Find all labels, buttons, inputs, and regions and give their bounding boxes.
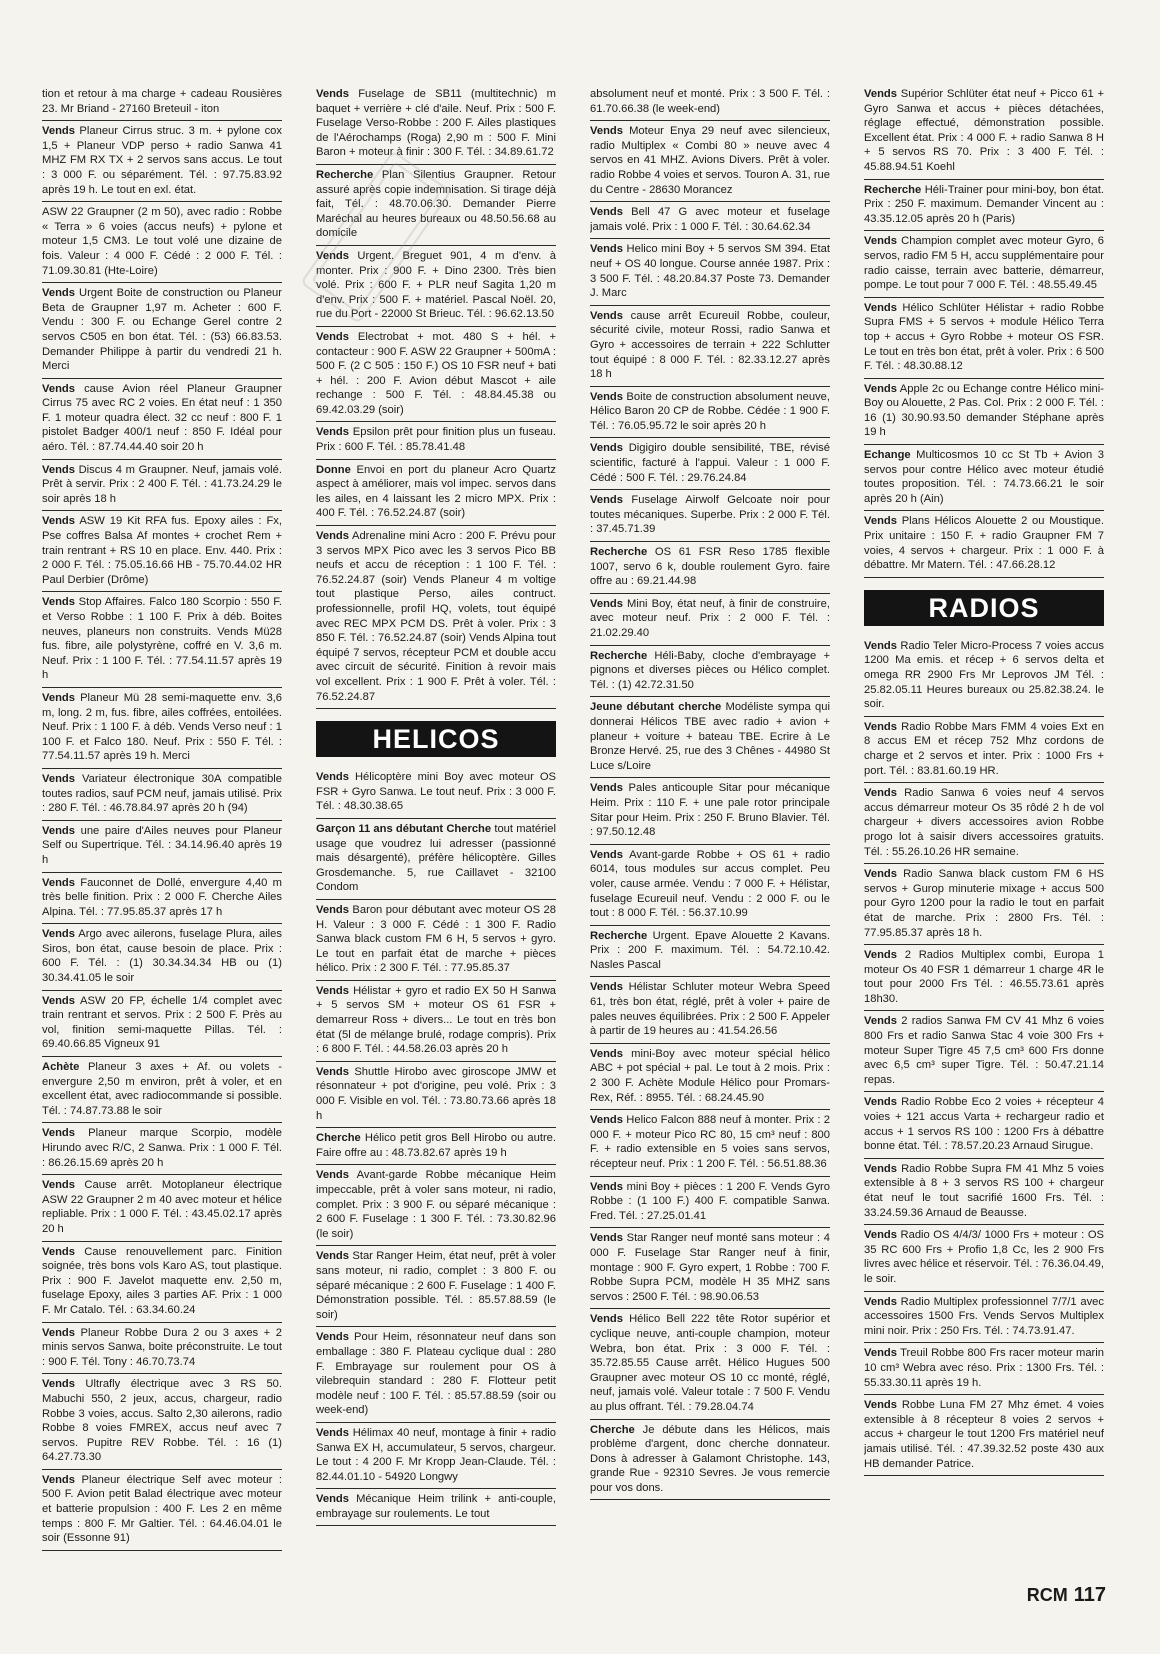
classified-ad: Vends Ultrafly électrique avec 3 RS 50. Mabuchi 550, 2 jeux, accus, chargeur, radio Robbe 3 voies, accus. Salto 2,30 ailerons, radio Robbe 8 voies FMREX, accus neuf avec 7 servos. Pupitre REV Robbe. Tél. : 16 (1) 64.27.73.30 [42, 1374, 282, 1470]
classified-ad: Vends Hélimax 40 neuf, montage à finir + radio Sanwa EX H, accumulateur, 5 servos, chargeur. Le tout : 4 200 F. Mr Kropp Jean-Claude. Tél. : 82.44.01.10 - 54920 Longwy [316, 1423, 556, 1489]
classified-ad: Vends Supérior Schlüter état neuf + Picco 61 + Gyro Sanwa et accus + pièces détachées, réglage effectué, démonstration possible. Excellent état. Prix : 4 000 F. + radio Sanwa 8 H + 5 servos RS 70. Prix : 3 400 F. Tél. : 45.88.94.51 Koehl [864, 84, 1104, 180]
classified-ad: Vends Pales anticouple Sitar pour mécanique Heim. Prix : 110 F. + une pale rotor principale Sitar pour Heim. Prix : 250 F. Bruno Blavier. Tél. : 97.50.12.48 [590, 778, 830, 844]
classified-ad: Vends Treuil Robbe 800 Frs racer moteur marin 10 cm³ Webra avec réso. Prix : 1300 Frs. Tél. : 55.33.30.11 après 19 h. [864, 1343, 1104, 1395]
classified-ad: Vends Adrenaline mini Acro : 200 F. Prévu pour 3 servos MPX Pico avec les 3 servos Pico BB neufs et accu de réception : 1 100 F. Tél. : 76.52.24.87 (soir) Vends Planeur 4 m voltige tout plastique Perso, ailes contruct. professionnelle, profil HQ, volets, tout équipé avec REC MPX PCM DS. Prêt à voler. Prix : 3 850 F. Tél. : 76.52.24.87 (soir) Vends Alpina tout équipé 7 servos, récepteur PCM et double accu avec circuit de sécurité. Finition à revoir mais vol excellent. Prix : 1 900 F. Prêt à voler. Tél. : 76.52.24.87 [316, 526, 556, 709]
classified-ad: Vends Apple 2c ou Echange contre Hélico mini-Boy ou Alouette, 2 Pas. Col. Prix : 2 000 F. Tél. : 16 (1) 30.90.93.50 demander Stéphane après 19 h [864, 379, 1104, 445]
classified-ad: Vends Stop Affaires. Falco 180 Scorpio : 550 F. et Verso Robbe : 1 100 F. Prix à déb. Boites neuves, planeurs non construits. Vends Mü28 fus. fibre, aile polystyrène, coffré en V. 3,6 m. Neuf. Prix : 1 100 F. Tél. : 77.54.11.57 après 19 h [42, 592, 282, 688]
section-header-radios: RADIOS [864, 590, 1104, 626]
classified-ad: Cherche Hélico petit gros Bell Hirobo ou autre. Faire offre au : 48.73.82.67 après 19 h [316, 1128, 556, 1165]
classified-ad: absolument neuf et monté. Prix : 3 500 F. Tél. : 61.70.66.38 (le week-end) [590, 84, 830, 121]
classified-ad: Vends Star Ranger Heim, état neuf, prêt à voler sans moteur, ni radio, complet : 3 800 F. ou séparé mécanique : 2 600 F. Fuselage : 1 400 F. Démonstration possible. Tél. : 85.57.88.59 (le soir) [316, 1246, 556, 1327]
classified-ad: Vends Radio Robbe Supra FM 41 Mhz 5 voies extensible à 8 + 3 servos RS 100 + chargeur état neuf le tout sacrifié 1600 Frs. Tél. : 33.24.59.36 Arnaud de Beausse. [864, 1159, 1104, 1225]
magazine-name: RCM [1026, 1585, 1068, 1605]
classified-ad: Garçon 11 ans débutant Cherche tout matériel usage que voudrez lui adresser (passionné mais désargenté), préfère hélicoptère. Gilles Grosdemanche. 5, rue Caillavet - 32100 Condom [316, 819, 556, 900]
classified-ad: Vends Planeur Cirrus struc. 3 m. + pylone cox 1,5 + Planeur VDP perso + radio Sanwa 41 MHZ FM RX TX + 2 servos sans accus. Le tout : 3 000 F. ou séparément. Tél. : 97.75.83.92 après 19 h. Le tout en exl. état. [42, 121, 282, 202]
column-3 [590, 84, 830, 1584]
classified-ad: tion et retour à ma charge + cadeau Rousières 23. Mr Briand - 27160 Breteuil - iton [42, 84, 282, 121]
classified-ad: Vends Radio Multiplex professionnel 7/7/1 avec accessoires 1500 Frs. Vends Servos Multiplex mini noir. Prix : 250 Frs. Tél. : 74.73.91.47. [864, 1292, 1104, 1344]
classified-ad: Vends Epsilon prêt pour finition plus un fuseau. Prix : 600 F. Tél. : 85.78.41.48 [316, 422, 556, 459]
classified-ad: Vends Avant-garde Robbe mécanique Heim impeccable, prêt à voler sans moteur, ni radio, complet. Prix : 3 900 F. ou séparé mécanique : 2 600 F. Fuselage : 1 300 F. Tél. : 73.30.82.96 (le soir) [316, 1165, 556, 1246]
classified-ad: Vends Mini Boy, état neuf, à finir de construire, avec moteur neuf. Prix : 2 000 F. Tél. : 21.02.29.40 [590, 594, 830, 646]
classified-ad: Vends ASW 19 Kit RFA fus. Epoxy ailes : Fx, Pse coffres Balsa Af montes + crochet Rem + train rentrant + RS 10 en place. Env. 440. Prix : 2 000 F. Tél. : 75.05.16.66 HB - 75.70.44.02 HR Paul Derbier (Drôme) [42, 511, 282, 592]
classified-ad: Vends Hélico Bell 222 tête Rotor supérior et cyclique neuve, anti-couple champion, moteur Webra, bon état. Prix : 3 000 F. Tél. : 35.72.85.55 Cause arrêt. Hélico Hugues 500 Graupner avec moteur OS 10 cc monté, réglé, neuf, jamais volé. Valeur totale : 7 500 F. Vendu au plus offrant. Tél. : 79.28.04.74 [590, 1309, 830, 1419]
classified-ad: Vends Helico mini Boy + 5 servos SM 394. Etat neuf + OS 40 longue. Course année 1987. Prix : 3 500 F. Tél. : 48.20.84.37 Poste 73. Demander J. Marc [590, 239, 830, 305]
classified-ad: Vends Urgent. Breguet 901, 4 m d'env. à monter. Prix : 900 F. + Dino 2300. Très bien volé. Prix : 600 F. + PLR neuf Sagita 1,20 m d'env. Prix : 500 F. + matériel. Pascal Noël. 20, rue du Port - 22000 St Brieuc. Tél. : 96.62.13.50 [316, 246, 556, 327]
classified-ad: Vends Cause renouvellement parc. Finition soignée, très bons vols Karo AS, tout plastique. Prix : 900 F. Javelot maquette env. 2,50 m, fuselage Epoxy, ailes 3 parties AF. Prix : 1 000 F. Mr Catalo. Tél. : 63.34.60.24 [42, 1242, 282, 1323]
classified-ad: Vends Urgent Boite de construction ou Planeur Beta de Graupner 1,97 m. Acheter : 600 F. Vendu : 300 F. ou Echange Gerel contre 2 servos C505 en bon état. Tél. : (53) 66.83.53. Demander Philippe à partir du vendredi 21 h. Merci [42, 283, 282, 379]
classified-ad: Vends Fauconnet de Dollé, envergure 4,40 m très belle finition. Prix : 2 000 F. Cherche Ailes Alpina. Tél. : 77.95.85.37 après 17 h [42, 873, 282, 925]
classified-ad: Jeune débutant cherche Modéliste sympa qui donnerai Hélicos TBE avec radio + avion + planeur + voiture + bateau TBE. Ecrire à Le Bronze Hervé. 25, rue des 3 Chênes - 44980 St Luce s/Loire [590, 697, 830, 778]
classified-ad: ASW 22 Graupner (2 m 50), avec radio : Robbe « Terra » 6 voies (accus neufs) + pylone et moteur 1,5 CM3. Le tout volé une dizaine de fois. Valeur : 4 000 F. Cédé : 2 000 F. Tél. : 71.09.30.81 (Hte-Loire) [42, 202, 282, 283]
classified-ad: Vends Plans Hélicos Alouette 2 ou Moustique. Prix unitaire : 150 F. + radio Graupner FM 7 voies, 4 servos + chargeur. Prix : 1 000 F. à débattre. Mr Matern. Tél. : 47.66.28.12 [864, 511, 1104, 577]
classified-ad: Vends Variateur électronique 30A compatible toutes radios, sauf PCM neuf, jamais utilisé. Prix : 280 F. Tél. : 46.78.84.97 après 20 h (94) [42, 769, 282, 821]
classified-ad: Vends Radio OS 4/4/3/ 1000 Frs + moteur : OS 35 RC 600 Frs + Profio 1,8 Cc, les 2 900 Frs livres avec hélice et réservoir. Tél. : 76.36.04.49, le soir. [864, 1225, 1104, 1291]
classified-ad: Vends Planeur Mü 28 semi-maquette env. 3,6 m, long. 2 m, fus. fibre, ailes coffrées, entoilées. Neuf. Prix : 1 100 F. à déb. Vends Verso neuf : 1 100 F. et Falco 180. Neuf. Prix : 550 F. Tél. : 77.54.11.57 après 19 h. Merci [42, 688, 282, 769]
classified-ad: Vends Star Ranger neuf monté sans moteur : 4 000 F. Fuselage Star Ranger neuf à finir, montage : 900 F. Gyro expert, 1 Robbe : 700 F. Robbe Supra PCM, modèle H 35 MHZ sans servos : 2500 F. Tél. : 98.90.06.53 [590, 1228, 830, 1309]
classified-ad: Recherche Plan Silentius Graupner. Retour assuré après copie indemnisation. Si tirage déjà fait, Tél. : 48.70.06.30. Demander Pierre Maréchal au heures bureaux ou 48.50.56.68 au domicile [316, 165, 556, 246]
classified-ad: Recherche Héli-Trainer pour mini-boy, bon état. Prix : 250 F. maximum. Demander Vincent au : 43.35.12.05 après 20 h (Paris) [864, 180, 1104, 232]
classified-ad: Vends Bell 47 G avec moteur et fuselage jamais volé. Prix : 1 000 F. Tél. : 30.64.62.34 [590, 202, 830, 239]
classified-ad: Echange Multicosmos 10 cc St Tb + Avion 3 servos pour contre Hélico avec moteur étudié toutes proposition. Tél. : 74.73.66.21 le soir après 20 h (Ain) [864, 445, 1104, 511]
classified-ad: Recherche OS 61 FSR Reso 1785 flexible 1007, servo 6 k, double roulement Gyro. faire offre au : 69.21.44.98 [590, 542, 830, 594]
classified-ad: Vends Mécanique Heim trilink + anti-couple, embrayage sur roulements. Le tout [316, 1489, 556, 1526]
classified-ad: Achète Planeur 3 axes + Af. ou volets - envergure 2,50 m environ, prêt à voler, et en excellent état, avec radiocommande si possible. Tél. : 74.87.73.88 le soir [42, 1057, 282, 1123]
classified-ad: Vends Radio Robbe Eco 2 voies + récepteur 4 voies + 121 accus Varta + rechargeur radio et accus + 1 servos RS 100 : 1200 Frs à débattre bonne état. Tél. : 78.57.20.23 Arnaud Sirugue. [864, 1092, 1104, 1158]
classified-ad: Vends Radio Teler Micro-Process 7 voies accus 1200 Ma emis. et récep + 6 servos delta et omega RR 2900 Frs Mr Leprovos JM Tél. : 25.82.05.11 Heures bureaux ou 25.82.38.24. le soir. [864, 636, 1104, 717]
column-2 [316, 84, 556, 1584]
classified-ad: Vends Hélistar Schluter moteur Webra Speed 61, très bon état, réglé, prêt à voler + paire de pales neuves équilibrées. Prix : 2 500 F. Appeler à partir de 19 heures au : 41.54.26.56 [590, 977, 830, 1043]
classified-ad: Vends mini-Boy avec moteur spécial hélico ABC + pot spécial + pal. Le tout à 2 mois. Prix : 2 300 F. Achète Module Hélico pour Promars-Rex, Réf. : 8955. Tél. : 68.24.45.90 [590, 1044, 830, 1110]
classified-ad: Vends Cause arrêt. Motoplaneur électrique ASW 22 Graupner 2 m 40 avec moteur et hélice repliable. Prix : 1 000 F. Tél. : 43.45.02.17 après 20 h [42, 1175, 282, 1241]
classified-ad: Vends Argo avec ailerons, fuselage Plura, ailes Siros, bon état, cause besoin de place. Prix : 600 F. Tél. : (1) 30.34.34.34 HB ou (1) 30.34.41.05 le soir [42, 924, 282, 990]
classified-ad: Vends Radio Sanwa 6 voies neuf 4 servos accus démarreur moteur Os 35 rôdé 2 h de vol chargeur + divers accessoires avion Robbe progo lot à saisir divers accessoires gratuits. Tél. : 55.26.10.26 HR semaine. [864, 783, 1104, 864]
classified-ad: Vends Hélico Schlüter Hélistar + radio Robbe Supra FMS + 5 servos + module Hélico Terra top + accus + Gyro Robbe + moteur OS FSR. Le tout en très bon état, prêt à voler. Prix : 6 500 F. Tél. : 48.30.88.12 [864, 298, 1104, 379]
classified-ad: Vends Radio Sanwa black custom FM 6 HS servos + Gurop minuterie mixage + accus 500 pour Gyro 1200 pour la radio le tout en parfait état de marche. Prix : 2800 Frs. Tél. : 77.95.85.37 après 18 h. [864, 864, 1104, 945]
classified-ad: Vends ASW 20 FP, échelle 1/4 complet avec train rentrant et servos. Prix : 2 500 F. Près au vol, finition semi-maquette Pillas. Tél. : 69.40.66.85 Vigneux 91 [42, 991, 282, 1057]
classified-ad: Recherche Héli-Baby, cloche d'embrayage + pignons et diverses pièces ou Hélico complet. Tél. : (1) 42.72.31.50 [590, 646, 830, 698]
classified-ad: Vends Hélistar + gyro et radio EX 50 H Sanwa + 5 servos SM + moteur OS 61 FSR + demarreur Ross + divers... Le tout en très bon état (5l de mélange brulé, rodage compris). Prix : 6 800 F. Tél. : 44.58.26.03 après 20 h [316, 981, 556, 1062]
classified-ad: Recherche Urgent. Epave Alouette 2 Kavans. Prix : 200 F. maximum. Tél. : 54.72.10.42. Nasles Pascal [590, 926, 830, 978]
classified-ad: Vends Planeur Robbe Dura 2 ou 3 axes + 2 minis servos Sanwa, boite préconstruite. Le tout : 900 F. Tél. Tony : 46.70.73.74 [42, 1323, 282, 1375]
classified-ad: Vends Baron pour débutant avec moteur OS 28 H. Valeur : 3 000 F. Cédé : 1 300 F. Radio Sanwa black custom FM 6 H, 5 servos + gyro. Le tout en parfait état de marche + pièces hélico. Prix : 2 300 F. Tél. : 77.95.85.37 [316, 900, 556, 981]
classified-ad: Vends Fuselage de SB11 (multitechnic) m baquet + verrière + clé d'aile. Neuf. Prix : 500 F. Fuselage Verso-Robbe : 200 F. Ailes plastiques de l'Aérochamps (Roga) 2,90 m : 500 F. Mini Baron + moteur à finir : 300 F. Tél. : 34.89.61.72 [316, 84, 556, 165]
classified-ad: Vends Hélicoptère mini Boy avec moteur OS FSR + Gyro Sanwa. Le tout neuf. Prix : 3 000 F. Tél. : 48.30.38.65 [316, 767, 556, 819]
classified-ad: Vends Helico Falcon 888 neuf à monter. Prix : 2 000 F. + moteur Pico RC 80, 15 cm³ neuf : 800 F. + radio extensible en 5 voies sans servos, récepteur neuf. Prix : 1 200 F. Tél. : 56.51.88.36 [590, 1110, 830, 1176]
classified-ad: Vends Pour Heim, résonnateur neuf dans son emballage : 380 F. Plateau cyclique dual : 280 F. Embrayage sur roulement pour OS à vilebrequin standard : 280 F. Flotteur petit modèle neuf : 100 F. Tél. : 85.57.88.59 (soir ou week-end) [316, 1327, 556, 1423]
column-1 [42, 84, 282, 1584]
classified-ad: Vends cause arrêt Ecureuil Robbe, couleur, sécurité civile, moteur Rossi, radio Sanwa et Gyro + accessoires de terrain + 222 Schlutter tout équipé : 8 000 F. Tél. : 82.33.12.27 après 18 h [590, 306, 830, 387]
classified-ad: Vends mini Boy + pièces : 1 200 F. Vends Gyro Robbe : (1 100 F.) 400 F. compatible Sanwa. Fred. Tél. : 27.25.01.41 [590, 1177, 830, 1229]
classified-ad: Vends Discus 4 m Graupner. Neuf, jamais volé. Prêt à servir. Prix : 2 400 F. Tél. : 41.73.24.29 le soir après 18 h [42, 460, 282, 512]
classified-ad: Vends 2 radios Sanwa FM CV 41 Mhz 6 voies 800 Frs et radio Sanwa Stac 4 voie 300 Frs + moteur Super Tigre 45 7,5 cm³ 600 Frs donne avec 6,5 cm³ super Tigre. Tél. : 50.47.21.14 repas. [864, 1011, 1104, 1092]
classified-ad: Vends Digigiro double sensibilité, TBE, révisé scientific, facturé à l'appui. Valeur : 1 000 F. Cédé : 500 F. Tél. : 29.76.24.84 [590, 438, 830, 490]
classified-ad: Cherche Je débute dans les Hélicos, mais problème d'argent, donc cherche donnateur. Dons à adresser à Galamont Christophe. 143, grande Rue - 92310 Sevres. Je vous remercie pour vos dons. [590, 1420, 830, 1501]
section-header-helicos: HELICOS [316, 721, 556, 757]
classified-ad: Vends Radio Robbe Mars FMM 4 voies Ext en 8 accus EM et récep 752 Mhz cordons de charge et 2 servos et inter. Prix : 1000 Frs + port. Tél. : 83.81.60.19 HR. [864, 717, 1104, 783]
classified-ad: Vends Boite de construction absolument neuve, Hélico Baron 20 CP de Robbe. Cédée : 1 900 F. Tél. : 76.05.95.72 le soir après 20 h [590, 387, 830, 439]
classified-ad: Vends Robbe Luna FM 27 Mhz émet. 4 voies extensible à 8 récepteur 8 voies 2 servos + accus + chargeur le tout 1200 Frs matériel neuf jamais utilisé. Tél. : 47.39.32.52 poste 430 aux HB demander Patrice. [864, 1395, 1104, 1476]
classified-ad: Vends Planeur marque Scorpio, modèle Hirundo avec R/C, 2 Sanwa. Prix : 1 000 F. Tél. : 86.26.15.69 après 20 h [42, 1123, 282, 1175]
classified-ad: Vends Planeur électrique Self avec moteur : 500 F. Avion petit Balad électrique avec moteur et batterie propulsion : 400 F. Les 2 en même temps : 800 F. Mr Galtier. Tél. : 64.46.04.01 le soir (Essonne 91) [42, 1470, 282, 1551]
classified-ad: Vends Electrobat + mot. 480 S + hél. + contacteur : 900 F. ASW 22 Graupner + 500mA : 500 F. (2 C 505 : 150 F.) OS 10 FSR neuf + bati + hél. : 200 F. Avion début Mascot + aile rechange : 500 F. Tél. : 48.84.45.38 ou 69.42.03.29 (soir) [316, 327, 556, 423]
classified-ad: Vends Champion complet avec moteur Gyro, 6 servos, radio FM 5 H, accu supplémentaire pour radio caisse, terrain avec batterie, démarreur, pompe. Le tout pour 7 000 F. Tél. : 48.55.49.45 [864, 231, 1104, 297]
classified-ad: Vends Avant-garde Robbe + OS 61 + radio 6014, tous modules sur accus complet. Peu voler, cause armée. Vendu : 7 000 F. + Hélistar, fuselage Ecureuil neuf. Vendu : 2 000 F. ou le tout : 8 000 F. Tél. : 56.37.10.99 [590, 845, 830, 926]
column-4 [864, 84, 1104, 1584]
page-number: 117 [1073, 1584, 1106, 1606]
classified-ad: Vends Fuselage Airwolf Gelcoate noir pour toutes mécaniques. Superbe. Prix : 2 000 F. Tél. : 37.45.71.39 [590, 490, 830, 542]
classified-ad: Vends Shuttle Hirobo avec giroscope JMW et résonnateur + pot d'origine, peu volé. Prix : 3 000 F. Visible en vol. Tél. : 73.80.73.66 après 18 h [316, 1062, 556, 1128]
classified-ad: Vends une paire d'Ailes neuves pour Planeur Self ou Supertrique. Tél. : 34.14.96.40 après 19 h [42, 821, 282, 873]
page-footer [1027, 1584, 1106, 1607]
classified-ad: Donne Envoi en port du planeur Acro Quartz aspect à améliorer, mais vol impec. servos dans les ailes, en 4 laissant les 2 micro MPX. Prix : 400 F. Tél. : 76.52.24.87 (soir) [316, 460, 556, 526]
classified-ad: Vends cause Avion réel Planeur Graupner Cirrus 75 avec RC 2 voies. En état neuf : 1 350 F. 1 moteur quadra élect. 32 cc neuf : 800 F. 1 pistolet Badger 400/1 neuf : 850 F. Idéal pour aéro. Tél. : 87.74.44.40 soir 20 h [42, 379, 282, 460]
classified-ad: Vends Moteur Enya 29 neuf avec silencieux, radio Multiplex « Combi 80 » neuve avec 4 servos en 41 MHZ. Avions Divers. Prêt à voler. radio Robbe 4 voies et servos. Touron A. 31, rue du Centre - 28630 Morancez [590, 121, 830, 202]
classified-ad: Vends 2 Radios Multiplex combi, Europa 1 moteur Os 40 FSR 1 démarreur 1 charge 4R le tout pour 2000 Frs Tél. : 46.55.73.61 après 18h30. [864, 945, 1104, 1011]
